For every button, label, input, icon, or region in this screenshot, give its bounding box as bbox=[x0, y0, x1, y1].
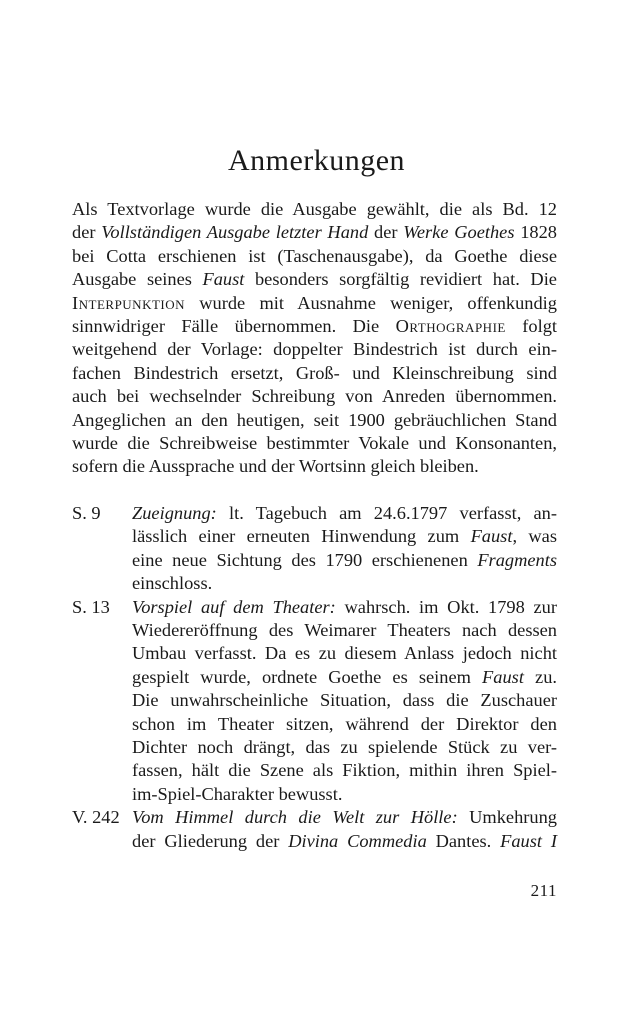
small-caps-term: Orthographie bbox=[395, 316, 506, 337]
text-run: besonders sorgfältig revidiert hat. Die bbox=[244, 269, 557, 290]
text-run: wahrsch. im Okt. 1798 zur bbox=[335, 596, 557, 617]
text-run: 1828 bbox=[514, 222, 557, 243]
intro-line bbox=[72, 409, 557, 432]
text-run: sinnwidriger Fälle übernommen. Die bbox=[72, 316, 396, 337]
note-line bbox=[132, 596, 557, 619]
note-entry bbox=[72, 806, 557, 853]
intro-line bbox=[72, 432, 557, 455]
italic-title: Vollständigen Ausgabe letzter Hand bbox=[101, 222, 369, 243]
text-run: schon im Theater sitzen, während der Direktor den bbox=[132, 713, 557, 734]
text-run: einschloss. bbox=[132, 573, 213, 594]
note-line bbox=[132, 783, 557, 806]
note-reference: V. 242 bbox=[72, 807, 120, 828]
note-line bbox=[132, 689, 557, 712]
intro-line bbox=[72, 362, 557, 385]
italic-title: Faust bbox=[202, 269, 245, 290]
text-run: wurde mit Ausnahme weniger, offenkundig bbox=[185, 292, 557, 313]
note-line bbox=[132, 502, 557, 525]
note-line bbox=[132, 806, 557, 829]
text-run: Angeglichen an den heutigen, seit 1900 gebräuchlichen Stand bbox=[72, 409, 557, 430]
text-run: Dantes. bbox=[426, 830, 501, 851]
note-line bbox=[132, 549, 557, 572]
small-caps-term: Interpunktion bbox=[72, 292, 186, 313]
text-run: lt. Tagebuch am 24.6.1797 verfasst, an- bbox=[216, 503, 557, 523]
text-run: Umkehrung bbox=[457, 807, 557, 828]
text-run: weitgehend der Vorlage: doppelter Bindestrich ist durch ein- bbox=[72, 339, 557, 360]
note-line bbox=[132, 666, 557, 689]
italic-title: Divina Commedia bbox=[288, 830, 427, 851]
note-line bbox=[132, 572, 557, 595]
intro-line bbox=[72, 338, 557, 361]
text-run: gespielt wurde, ordnete Goethe es seinem bbox=[132, 666, 483, 687]
text-run: bei Cotta erschienen ist (Taschenausgabe), da Goethe diese bbox=[72, 245, 557, 266]
intro-line bbox=[72, 268, 557, 291]
intro-line bbox=[72, 198, 557, 221]
text-run: wurde die Schreibweise bestimmter Vokale und Konsonanten, bbox=[72, 433, 557, 454]
italic-lemma: Zueignung: bbox=[132, 503, 217, 523]
text-run: eine neue Sichtung des 1790 erschienenen bbox=[132, 549, 478, 570]
text-run: Ausgabe seines bbox=[72, 269, 203, 290]
italic-title: Faust bbox=[470, 526, 513, 547]
text-run: im-Spiel-Charakter bewusst. bbox=[132, 783, 343, 804]
note-line bbox=[132, 736, 557, 759]
text-run: Umbau verfasst. Da es zu diesem Anlass jedoch nicht bbox=[132, 643, 557, 664]
italic-lemma: Vorspiel auf dem Theater: bbox=[132, 596, 336, 617]
text-run: sofern die Aussprache und der Wortsinn gleich bleiben. bbox=[72, 456, 479, 477]
italic-title: Faust bbox=[482, 666, 524, 687]
note-body bbox=[132, 806, 557, 853]
intro-line bbox=[72, 315, 557, 338]
text-run: zu. bbox=[523, 666, 557, 687]
text-run: folgt bbox=[505, 316, 557, 337]
note-body bbox=[132, 502, 557, 596]
intro-line bbox=[72, 221, 557, 244]
text-run: Die unwahrscheinliche Situation, dass die Zuschauer bbox=[132, 690, 557, 711]
intro-line bbox=[72, 245, 557, 268]
text-run: der bbox=[72, 222, 102, 243]
text-run: fassen, hält die Szene als Fiktion, mithin ihren Spiel- bbox=[132, 760, 557, 781]
text-run: fachen Bindestrich ersetzt, Groß- und Kleinschreibung sind bbox=[72, 362, 557, 383]
note-line bbox=[132, 713, 557, 736]
note-reference: S. 9 bbox=[72, 503, 101, 523]
text-run: Wiedereröffnung des Weimarer Theaters nach dessen bbox=[132, 620, 557, 641]
note-line bbox=[132, 642, 557, 665]
italic-title: Werke Goethes bbox=[403, 222, 515, 243]
italic-title: Fragments bbox=[477, 549, 557, 570]
note-line bbox=[132, 830, 557, 853]
text-run: Dichter noch drängt, das zu spielende Stück zu ver- bbox=[132, 737, 557, 758]
intro-paragraph bbox=[72, 198, 557, 479]
note-entry bbox=[72, 502, 557, 596]
text-run: lässlich einer erneuten Hinwendung zum bbox=[132, 526, 471, 547]
intro-line bbox=[72, 385, 557, 408]
text-run: auch bei wechselnder Schreibung von Anreden übernommen. bbox=[72, 386, 557, 407]
note-body bbox=[132, 596, 557, 807]
intro-line bbox=[72, 455, 557, 478]
notes-list bbox=[72, 502, 557, 853]
note-line bbox=[132, 759, 557, 782]
italic-title: Faust I bbox=[500, 830, 557, 851]
text-run: Als Textvorlage wurde die Ausgabe gewählt, die als Bd. 12 bbox=[72, 199, 557, 219]
page-number: 211 bbox=[530, 881, 557, 900]
note-line bbox=[132, 525, 557, 548]
note-entry bbox=[72, 596, 557, 807]
text-run: der Gliederung der bbox=[132, 830, 289, 851]
note-reference: S. 13 bbox=[72, 596, 110, 617]
page-title: Anmerkungen bbox=[227, 144, 406, 177]
italic-lemma: Vom Himmel durch die Welt zur Hölle: bbox=[132, 807, 458, 828]
intro-line bbox=[72, 292, 557, 315]
text-run: der bbox=[368, 222, 404, 243]
text-run: , was bbox=[512, 526, 557, 547]
note-line bbox=[132, 619, 557, 642]
